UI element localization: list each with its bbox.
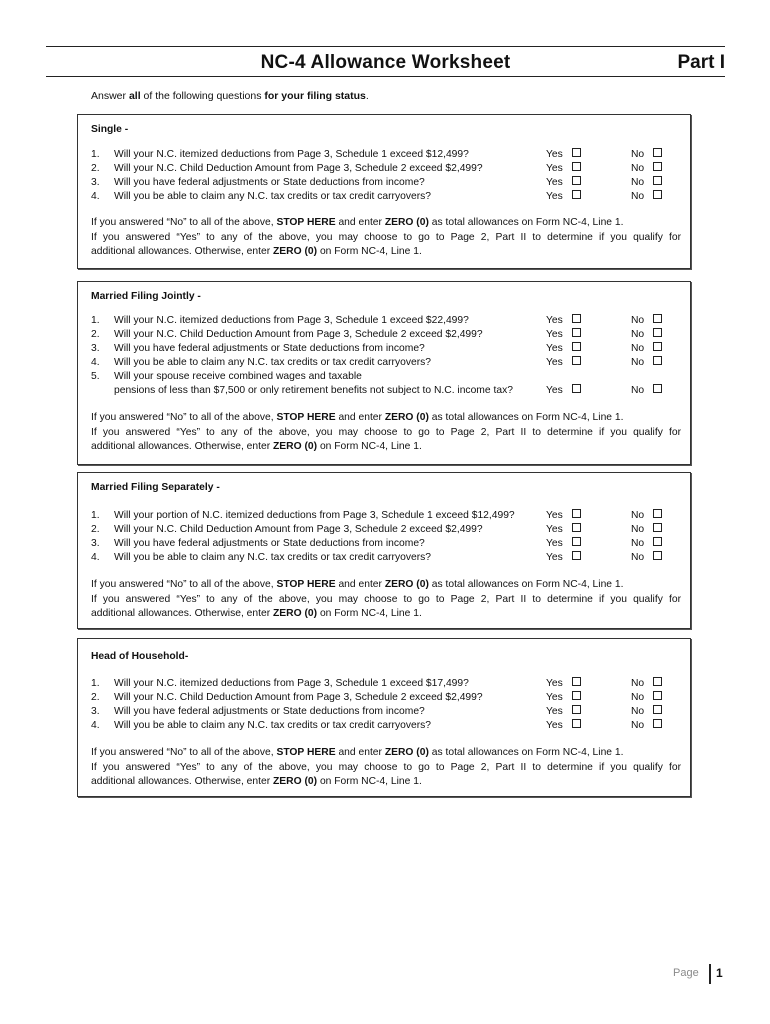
- yes-checkbox[interactable]: [572, 384, 581, 393]
- no-label: No: [631, 315, 645, 326]
- yes-label: Yes: [546, 191, 563, 202]
- note-text: on Form NC-4, Line 1.: [317, 608, 422, 619]
- question-number: 1.: [91, 315, 100, 326]
- question-row: [91, 677, 681, 691]
- question-number: 1.: [91, 149, 100, 160]
- no-label: No: [631, 191, 645, 202]
- yes-checkbox[interactable]: [572, 509, 581, 518]
- note-line: If you answered “Yes” to any of the above, you may choose to go to Page 2, Part II to determine if you qualify for: [91, 593, 681, 605]
- no-checkbox[interactable]: [653, 677, 662, 686]
- no-checkbox[interactable]: [653, 705, 662, 714]
- note-line: [91, 607, 681, 622]
- instructions: [91, 90, 369, 102]
- no-checkbox[interactable]: [653, 328, 662, 337]
- no-option[interactable]: [631, 190, 662, 204]
- page-label: Page: [673, 967, 699, 979]
- no-label: No: [631, 343, 645, 354]
- part-label: Part I: [677, 52, 725, 73]
- yes-option[interactable]: [546, 691, 581, 705]
- note-text: on Form NC-4, Line 1.: [317, 246, 422, 257]
- note-text: as total allowances on Form NC-4, Line 1.: [428, 412, 624, 423]
- section-married-filing-separately: [77, 472, 691, 629]
- question-number: 3.: [91, 706, 100, 717]
- question-row: [91, 342, 681, 356]
- question-row: [91, 691, 681, 705]
- yes-option[interactable]: [546, 190, 581, 204]
- yes-option[interactable]: [546, 677, 581, 691]
- no-option[interactable]: [631, 384, 662, 398]
- no-label: No: [631, 692, 645, 703]
- no-checkbox[interactable]: [653, 691, 662, 700]
- no-label: No: [631, 720, 645, 731]
- note-text: additional allowances. Otherwise, enter: [91, 441, 274, 452]
- yes-label: Yes: [546, 315, 563, 326]
- question-number: 4.: [91, 552, 100, 563]
- note-stop-here: STOP HERE: [276, 579, 336, 590]
- no-label: No: [631, 385, 645, 396]
- note-line: [91, 216, 681, 231]
- question-row: [91, 509, 681, 523]
- no-option[interactable]: [631, 551, 662, 565]
- yes-option[interactable]: [546, 162, 581, 176]
- section-note: [91, 216, 681, 260]
- yes-checkbox[interactable]: [572, 190, 581, 199]
- note-text: and enter: [335, 412, 385, 423]
- yes-option[interactable]: [546, 328, 581, 342]
- question-text-continued: pensions of less than $7,500 or only retirement benefits not subject to N.C. income tax?: [114, 385, 513, 396]
- no-label: No: [631, 329, 645, 340]
- question-text: Will your N.C. itemized deductions from Page 3, Schedule 1 exceed $22,499?: [114, 315, 469, 326]
- note-text: If you answered “No” to all of the above,: [91, 579, 277, 590]
- note-zero: ZERO (0): [273, 608, 318, 619]
- note-text: additional allowances. Otherwise, enter: [91, 246, 274, 257]
- yes-checkbox[interactable]: [572, 705, 581, 714]
- question-number: 4.: [91, 720, 100, 731]
- note-text: and enter: [335, 579, 385, 590]
- question-row: [91, 148, 681, 162]
- question-number: 3.: [91, 343, 100, 354]
- yes-label: Yes: [546, 692, 563, 703]
- note-stop-here: STOP HERE: [276, 412, 336, 423]
- question-number: 4.: [91, 357, 100, 368]
- note-text: as total allowances on Form NC-4, Line 1.: [428, 217, 624, 228]
- question-row: [91, 176, 681, 190]
- yes-checkbox[interactable]: [572, 677, 581, 686]
- section-married-filing-jointly: [77, 281, 691, 465]
- note-zero: ZERO (0): [384, 747, 429, 758]
- question-text: Will you have federal adjustments or State deductions from income?: [114, 177, 425, 188]
- note-text: If you answered “No” to all of the above,: [91, 412, 277, 423]
- question-text: Will you be able to claim any N.C. tax credits or tax credit carryovers?: [114, 357, 432, 368]
- question-row: [91, 551, 681, 565]
- question-number: 2.: [91, 524, 100, 535]
- note-zero: ZERO (0): [273, 246, 318, 257]
- yes-checkbox[interactable]: [572, 356, 581, 365]
- no-label: No: [631, 678, 645, 689]
- no-option[interactable]: [631, 328, 662, 342]
- yes-checkbox[interactable]: [572, 148, 581, 157]
- note-text: additional allowances. Otherwise, enter: [91, 608, 274, 619]
- yes-option[interactable]: [546, 148, 581, 162]
- question-row: [91, 537, 681, 551]
- question-number: 4.: [91, 191, 100, 202]
- instructions-bold-all: all: [128, 90, 141, 102]
- no-option[interactable]: [631, 342, 662, 356]
- note-line: If you answered “Yes” to any of the above, you may choose to go to Page 2, Part II to determine if you qualify for: [91, 426, 681, 438]
- section-head-of-household: [77, 638, 691, 797]
- no-label: No: [631, 510, 645, 521]
- section-title: Head of Household-: [91, 651, 189, 662]
- yes-label: Yes: [546, 385, 563, 396]
- question-row: [91, 523, 681, 537]
- section-note: [91, 411, 681, 455]
- section-title: Married Filing Jointly -: [91, 291, 201, 302]
- question-number: 2.: [91, 163, 100, 174]
- question-text: Will you have federal adjustments or State deductions from income?: [114, 706, 425, 717]
- yes-label: Yes: [546, 177, 563, 188]
- no-option[interactable]: [631, 162, 662, 176]
- note-stop-here: STOP HERE: [276, 747, 336, 758]
- yes-option[interactable]: [546, 523, 581, 537]
- yes-option[interactable]: [546, 384, 581, 398]
- no-label: No: [631, 163, 645, 174]
- no-option[interactable]: [631, 677, 662, 691]
- question-text: Will you be able to claim any N.C. tax credits or tax credit carryovers?: [114, 191, 432, 202]
- question-row: [91, 356, 681, 370]
- question-text: Will your N.C. Child Deduction Amount from Page 3, Schedule 2 exceed $2,499?: [114, 163, 483, 174]
- no-checkbox[interactable]: [653, 190, 662, 199]
- worksheet-header: [46, 52, 725, 78]
- note-text: and enter: [335, 217, 385, 228]
- question-text: Will your N.C. itemized deductions from Page 3, Schedule 1 exceed $12,499?: [114, 149, 469, 160]
- yes-checkbox[interactable]: [572, 551, 581, 560]
- no-option[interactable]: [631, 356, 662, 370]
- no-checkbox[interactable]: [653, 148, 662, 157]
- yes-label: Yes: [546, 149, 563, 160]
- yes-label: Yes: [546, 343, 563, 354]
- note-stop-here: STOP HERE: [276, 217, 336, 228]
- question-text: Will your N.C. Child Deduction Amount from Page 3, Schedule 2 exceed $2,499?: [114, 692, 483, 703]
- yes-label: Yes: [546, 538, 563, 549]
- yes-checkbox[interactable]: [572, 328, 581, 337]
- question-text: Will your N.C. Child Deduction Amount from Page 3, Schedule 2 exceed $2,499?: [114, 329, 483, 340]
- yes-checkbox[interactable]: [572, 314, 581, 323]
- yes-label: Yes: [546, 706, 563, 717]
- no-checkbox[interactable]: [653, 719, 662, 728]
- note-text: and enter: [335, 747, 385, 758]
- yes-option[interactable]: [546, 314, 581, 328]
- yes-option[interactable]: [546, 719, 581, 733]
- yes-option[interactable]: [546, 551, 581, 565]
- yes-option[interactable]: [546, 509, 581, 523]
- note-zero: ZERO (0): [384, 412, 429, 423]
- note-text: as total allowances on Form NC-4, Line 1.: [428, 747, 624, 758]
- yes-option[interactable]: [546, 705, 581, 719]
- no-label: No: [631, 149, 645, 160]
- note-line: [91, 775, 681, 790]
- no-option[interactable]: [631, 691, 662, 705]
- yes-label: Yes: [546, 524, 563, 535]
- yes-option[interactable]: [546, 176, 581, 190]
- yes-label: Yes: [546, 329, 563, 340]
- section-title: Married Filing Separately -: [91, 482, 220, 493]
- question-text: Will you have federal adjustments or State deductions from income?: [114, 343, 425, 354]
- yes-checkbox[interactable]: [572, 342, 581, 351]
- note-line: [91, 245, 681, 260]
- yes-checkbox[interactable]: [572, 162, 581, 171]
- question-number: 3.: [91, 538, 100, 549]
- note-line: [91, 411, 681, 426]
- yes-label: Yes: [546, 510, 563, 521]
- section-single: [77, 114, 691, 269]
- question-row: [91, 370, 681, 384]
- top-rule: [46, 46, 725, 47]
- yes-option[interactable]: [546, 342, 581, 356]
- question-row: [91, 328, 681, 342]
- yes-checkbox[interactable]: [572, 691, 581, 700]
- page-title: NC-4 Allowance Worksheet: [260, 52, 511, 73]
- no-label: No: [631, 177, 645, 188]
- no-checkbox[interactable]: [653, 342, 662, 351]
- no-checkbox[interactable]: [653, 356, 662, 365]
- note-zero: ZERO (0): [273, 776, 318, 787]
- note-line: [91, 578, 681, 593]
- no-option[interactable]: [631, 719, 662, 733]
- question-row-continued: [91, 384, 681, 398]
- no-checkbox[interactable]: [653, 176, 662, 185]
- no-label: No: [631, 357, 645, 368]
- no-option[interactable]: [631, 176, 662, 190]
- question-row: [91, 162, 681, 176]
- section-title: Single -: [91, 124, 129, 135]
- yes-label: Yes: [546, 552, 563, 563]
- note-text: additional allowances. Otherwise, enter: [91, 776, 274, 787]
- question-number: 3.: [91, 177, 100, 188]
- header-rule: [46, 76, 725, 77]
- note-line: If you answered “Yes” to any of the above, you may choose to go to Page 2, Part II to determine if you qualify for: [91, 761, 681, 773]
- question-number: 1.: [91, 678, 100, 689]
- yes-option[interactable]: [546, 356, 581, 370]
- section-note: [91, 578, 681, 622]
- question-text: Will your N.C. Child Deduction Amount from Page 3, Schedule 2 exceed $2,499?: [114, 524, 483, 535]
- no-label: No: [631, 706, 645, 717]
- note-zero: ZERO (0): [273, 441, 318, 452]
- note-zero: ZERO (0): [384, 217, 429, 228]
- no-option[interactable]: [631, 705, 662, 719]
- yes-checkbox[interactable]: [572, 719, 581, 728]
- note-text: as total allowances on Form NC-4, Line 1.: [428, 579, 624, 590]
- no-checkbox[interactable]: [653, 537, 662, 546]
- no-label: No: [631, 552, 645, 563]
- note-line: If you answered “Yes” to any of the above, you may choose to go to Page 2, Part II to determine if you qualify for: [91, 231, 681, 243]
- no-checkbox[interactable]: [653, 551, 662, 560]
- no-option[interactable]: [631, 314, 662, 328]
- instructions-text: .: [365, 90, 369, 102]
- no-label: No: [631, 538, 645, 549]
- question-number: 2.: [91, 692, 100, 703]
- note-text: If you answered “No” to all of the above,: [91, 747, 277, 758]
- question-number: 1.: [91, 510, 100, 521]
- yes-label: Yes: [546, 163, 563, 174]
- no-option[interactable]: [631, 537, 662, 551]
- question-text: Will you be able to claim any N.C. tax credits or tax credit carryovers?: [114, 720, 432, 731]
- question-text: Will your spouse receive combined wages and taxable: [114, 371, 362, 382]
- instructions-text: of the following questions: [140, 90, 265, 102]
- question-number: 5.: [91, 371, 100, 382]
- yes-option[interactable]: [546, 537, 581, 551]
- page-divider: [709, 964, 711, 984]
- yes-label: Yes: [546, 720, 563, 731]
- no-option[interactable]: [631, 148, 662, 162]
- note-line: [91, 440, 681, 455]
- yes-checkbox[interactable]: [572, 523, 581, 532]
- yes-checkbox[interactable]: [572, 176, 581, 185]
- no-checkbox[interactable]: [653, 523, 662, 532]
- page-number: 1: [716, 966, 723, 980]
- no-checkbox[interactable]: [653, 314, 662, 323]
- no-checkbox[interactable]: [653, 162, 662, 171]
- question-text: Will you have federal adjustments or State deductions from income?: [114, 538, 425, 549]
- yes-label: Yes: [546, 678, 563, 689]
- section-note: [91, 746, 681, 790]
- yes-checkbox[interactable]: [572, 537, 581, 546]
- question-row: [91, 719, 681, 733]
- note-zero: ZERO (0): [384, 579, 429, 590]
- question-text: Will your N.C. itemized deductions from Page 3, Schedule 1 exceed $17,499?: [114, 678, 469, 689]
- question-text: Will your portion of N.C. itemized deductions from Page 3, Schedule 1 exceed $12,499?: [114, 510, 515, 521]
- question-number: 2.: [91, 329, 100, 340]
- question-row: [91, 190, 681, 204]
- no-option[interactable]: [631, 523, 662, 537]
- yes-label: Yes: [546, 357, 563, 368]
- no-label: No: [631, 524, 645, 535]
- question-row: [91, 705, 681, 719]
- note-line: [91, 746, 681, 761]
- note-text: on Form NC-4, Line 1.: [317, 441, 422, 452]
- no-checkbox[interactable]: [653, 509, 662, 518]
- note-text: If you answered “No” to all of the above,: [91, 217, 277, 228]
- no-option[interactable]: [631, 509, 662, 523]
- instructions-bold-status: for your filing status: [264, 90, 366, 102]
- instructions-text: Answer: [91, 90, 129, 102]
- no-checkbox[interactable]: [653, 384, 662, 393]
- question-row: [91, 314, 681, 328]
- note-text: on Form NC-4, Line 1.: [317, 776, 422, 787]
- question-text: Will you be able to claim any N.C. tax credits or tax credit carryovers?: [114, 552, 432, 563]
